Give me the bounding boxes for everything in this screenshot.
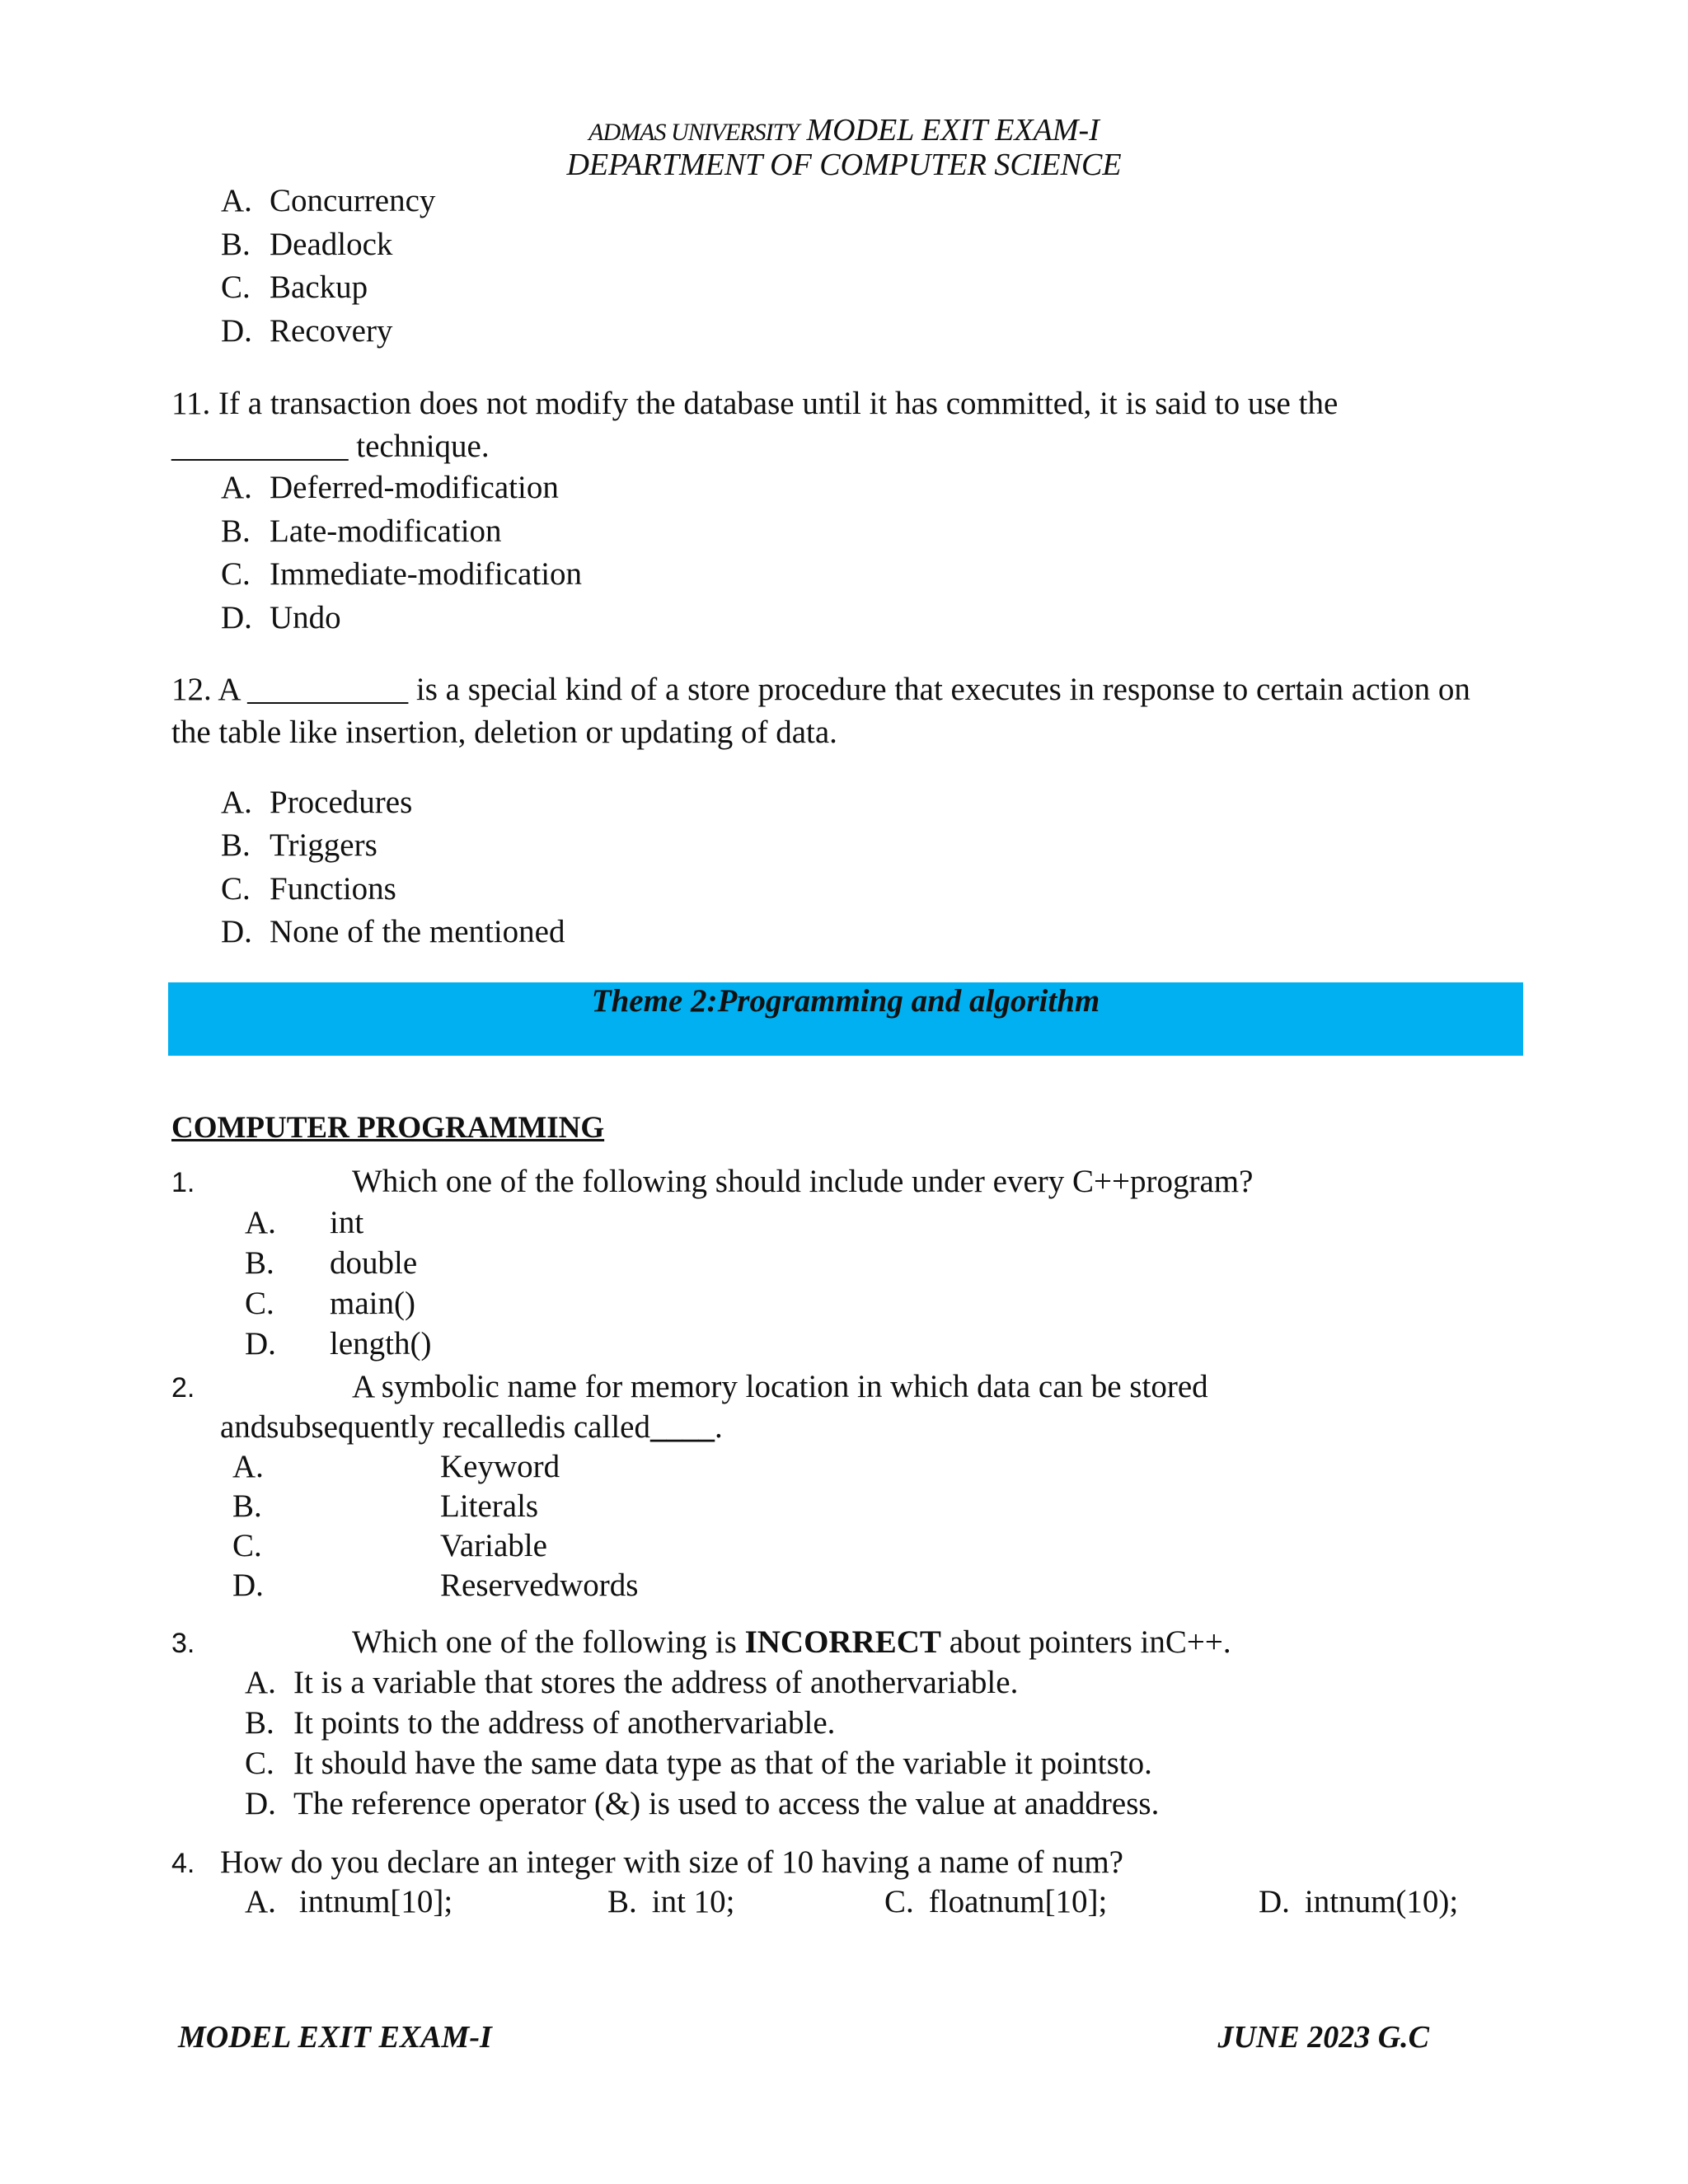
q11-option-b-letter: B.: [221, 513, 251, 549]
cp-q2-option-c-letter: C.: [232, 1528, 262, 1563]
cp-q2-option-a-letter: A.: [232, 1449, 264, 1484]
q10-option-d-text: Recovery: [270, 313, 393, 349]
q11-blank: ___________: [171, 429, 349, 464]
cp-q3-number: 3.: [171, 1628, 195, 1659]
cp-q3-option-b-text: It points to the address of anothervariable.: [293, 1705, 836, 1741]
cp-q4-option-d: D. intnum(10);: [1259, 1884, 1459, 1919]
cp-q2-option-d-letter: D.: [232, 1568, 264, 1603]
cp-q2-option-b-letter: B.: [232, 1488, 262, 1524]
q11-option-c-text: Immediate-modification: [270, 556, 583, 592]
q12-option-d-text: None of the mentioned: [270, 914, 565, 949]
cp-q2-option-d-text: Reservedwords: [440, 1568, 639, 1603]
cp-q2-option-b-text: Literals: [440, 1488, 539, 1524]
q10-option-b: B.: [221, 227, 251, 262]
cp-q3-option-a-text: It is a variable that stores the address of anothervariable.: [293, 1665, 1019, 1700]
header-university: ADMAS UNIVERSITY: [588, 119, 799, 146]
cp-q2-option-a-text: Keyword: [440, 1449, 560, 1484]
q11-option-a-letter: A.: [221, 470, 252, 505]
q12-option-c-text: Functions: [270, 871, 396, 907]
cp-q3-option-c-letter: C.: [245, 1746, 274, 1781]
q11-option-b-text: Late-modification: [270, 513, 502, 549]
header-exam: MODEL EXIT EXAM-I: [806, 113, 1100, 148]
q10-option-a: A.: [221, 183, 252, 218]
q12-option-b-text: Triggers: [270, 827, 377, 863]
q11-text-line2: ___________ technique.: [171, 429, 490, 464]
cp-q1-option-c-letter: C.: [245, 1286, 274, 1321]
q11-option-d-letter: D.: [221, 600, 252, 635]
cp-q3-option-b-letter: B.: [245, 1705, 274, 1741]
cp-q2-blank: ____: [649, 1409, 715, 1445]
q11-option-c-letter: C.: [221, 556, 251, 592]
cp-q3-text: Which one of the following is INCORRECT about pointers inC++.: [352, 1624, 1231, 1660]
cp-q1-option-b-text: double: [330, 1245, 418, 1281]
q12-option-c-letter: C.: [221, 871, 251, 907]
cp-q1-number: 1.: [171, 1167, 195, 1198]
q11-option-d-text: Undo: [270, 600, 341, 635]
q10-option-a-text: Concurrency: [270, 183, 436, 218]
cp-q1-option-a-text: int: [330, 1205, 364, 1240]
cp-q3-option-d-text: The reference operator (&) is used to access the value at anaddress.: [293, 1786, 1160, 1821]
cp-q1-option-a-letter: A.: [245, 1205, 276, 1240]
section-title: COMPUTER PROGRAMMING: [171, 1111, 605, 1145]
cp-q3-option-c-text: It should have the same data type as that of the variable it pointsto.: [293, 1746, 1152, 1781]
cp-q4-number: 4.: [171, 1848, 195, 1879]
q10-option-c: C.: [221, 269, 251, 305]
cp-q2-number: 2.: [171, 1372, 195, 1404]
cp-q2-text-line1: A symbolic name for memory location in which data can be stored: [352, 1369, 1208, 1404]
q12-blank: __________: [247, 672, 409, 707]
cp-q4-option-b: B. int 10;: [607, 1884, 735, 1919]
cp-q1-text: Which one of the following should include under every C++program?: [352, 1164, 1254, 1199]
q11-text-line1: 11. If a transaction does not modify the database until it has committed, it is said to use the: [171, 386, 1339, 421]
q12-text-line1: 12. A __________ is a special kind of a store procedure that executes in response to certain action on: [171, 672, 1470, 707]
page-header: [0, 112, 1688, 148]
cp-q4-option-a: A. intnum[10];: [245, 1884, 453, 1919]
q11-option-a-text: Deferred-modification: [270, 470, 559, 505]
q12-option-d-letter: D.: [221, 914, 252, 949]
q10-option-c-text: Backup: [270, 269, 368, 305]
cp-q1-option-d-text: length(): [330, 1326, 432, 1361]
footer-left: MODEL EXIT EXAM-I: [178, 2020, 492, 2055]
q12-option-a-letter: A.: [221, 785, 252, 820]
cp-q3-option-d-letter: D.: [245, 1786, 276, 1821]
cp-q2-text-line2: andsubsequently recalledis called____.: [220, 1409, 723, 1445]
q12-option-b-letter: B.: [221, 827, 251, 863]
q10-option-d: D.: [221, 313, 252, 349]
cp-q1-option-c-text: main(): [330, 1286, 415, 1321]
cp-q4-option-c: C. floatnum[10];: [884, 1884, 1108, 1919]
cp-q3-option-a-letter: A.: [245, 1665, 276, 1700]
q12-option-a-text: Procedures: [270, 785, 413, 820]
theme-title: Theme 2:Programming and algorithm: [591, 983, 1100, 1019]
cp-q1-option-b-letter: B.: [245, 1245, 274, 1281]
q12-text-line2: the table like insertion, deletion or updating of data.: [171, 715, 837, 750]
q10-option-b-text: Deadlock: [270, 227, 393, 262]
header-department: DEPARTMENT OF COMPUTER SCIENCE: [566, 148, 1122, 182]
cp-q1-option-d-letter: D.: [245, 1326, 276, 1361]
footer-right: JUNE 2023 G.C: [1217, 2020, 1429, 2055]
cp-q2-option-c-text: Variable: [440, 1528, 547, 1563]
cp-q4-text: How do you declare an integer with size of 10 having a name of num?: [220, 1844, 1123, 1880]
cp-q3-emphasis: INCORRECT: [744, 1624, 941, 1660]
